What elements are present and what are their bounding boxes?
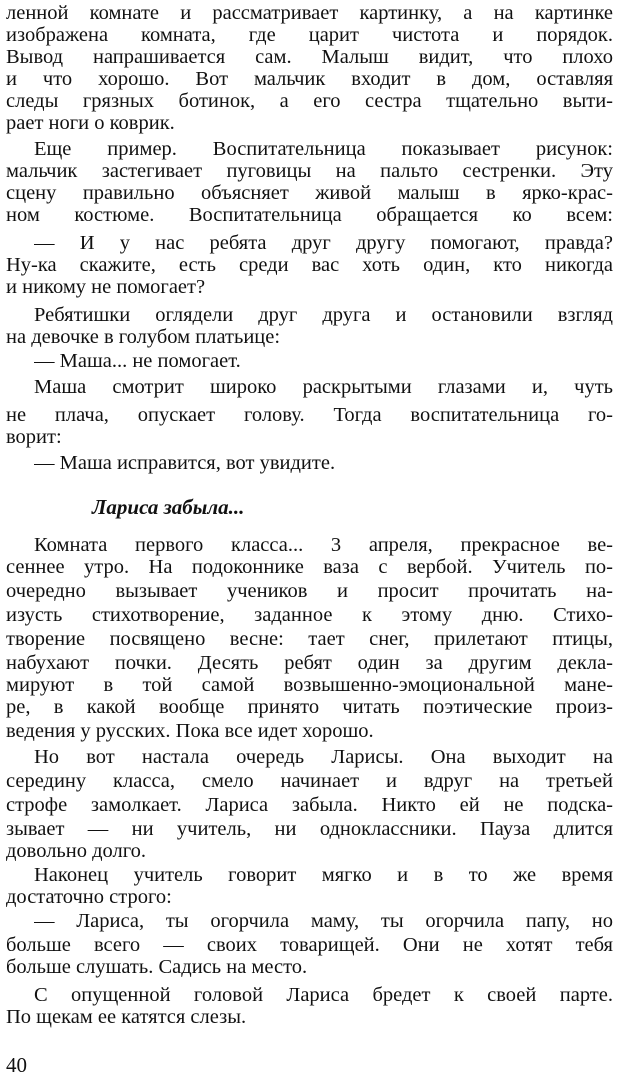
text-line-15: на девочке в голубом платьице: xyxy=(6,326,281,348)
text-line-6: рает ноги о коврик. xyxy=(6,112,175,134)
text-line-30: Но вот настала очередь Ларисы. Она выходит на xyxy=(34,746,613,768)
text-line-25: творение посвящено весне: тает снег, прилетают птицы, xyxy=(6,628,613,650)
text-line-18: не плача, опускает голову. Тогда воспитательница го- xyxy=(6,404,613,426)
text-line-36: достаточно строго: xyxy=(6,886,172,908)
text-line-27: мируют в той самой возвышенно-эмоциональной мане- xyxy=(6,674,613,696)
text-line-1: ленной комнате и рассматривает картинку, а на картинке xyxy=(6,2,613,24)
text-line-23: очередно вызывает учеников и просит прочитать на- xyxy=(6,580,613,602)
text-line-29: ведения у русских. Пока все идет хорошо. xyxy=(6,720,374,742)
text-line-17: Маша смотрит широко раскрытыми глазами и, чуть xyxy=(34,376,613,398)
text-line-22: сеннее утро. На подоконнике ваза с вербой. Учитель по- xyxy=(6,556,613,578)
section-heading: Лариса забыла... xyxy=(92,495,245,519)
text-line-8: мальчик застегивает пуговицы на пальто сестренки. Эту xyxy=(6,160,613,182)
text-line-4: и что хорошо. Вот мальчик входит в дом, оставляя xyxy=(6,68,613,90)
text-line-20: — Маша исправится, вот увидите. xyxy=(34,452,336,474)
page-number: 40 xyxy=(6,1053,27,1077)
text-line-24: изусть стихотворение, заданное к этому дню. Стихо- xyxy=(6,604,613,626)
text-line-7: Еще пример. Воспитательница показывает рисунок: xyxy=(34,138,613,160)
text-line-35: Наконец учитель говорит мягко и в то же время xyxy=(34,864,613,886)
text-line-39: больше слушать. Садись на место. xyxy=(6,956,308,978)
text-line-16: — Маша... не помогает. xyxy=(34,350,241,372)
text-line-32: строфе замолкает. Лариса забыла. Никто ей не подска- xyxy=(6,794,613,816)
text-line-28: ре, в какой вообще принято читать поэтические произ- xyxy=(6,696,613,718)
text-line-31: середину класса, смело начинает и вдруг на третьей xyxy=(6,770,613,792)
text-line-38: больше всего — своих товарищей. Они не хотят тебя xyxy=(6,934,613,956)
text-line-5: следы грязных ботинок, а его сестра тщательно выти- xyxy=(6,90,613,112)
text-line-41: По щекам ее катятся слезы. xyxy=(6,1006,247,1028)
text-line-2: изображена комната, где царит чистота и порядок. xyxy=(6,24,613,46)
text-line-34: довольно долго. xyxy=(6,840,147,862)
text-line-19: ворит: xyxy=(6,426,62,448)
text-line-33: зывает — ни учитель, ни одноклассники. Пауза длится xyxy=(6,818,613,840)
text-line-9: сцену правильно объясняет живой малыш в ярко-крас- xyxy=(6,182,613,204)
text-line-40: С опущенной головой Лариса бредет к своей парте. xyxy=(34,984,613,1006)
text-line-11: — И у нас ребята друг другу помогают, правда? xyxy=(34,232,613,254)
text-line-26: набухают почки. Десять ребят один за другим декла- xyxy=(6,652,613,674)
text-line-14: Ребятишки оглядели друг друга и остановили взгляд xyxy=(34,304,613,326)
text-line-13: и никому не помогает? xyxy=(6,276,206,298)
text-line-12: Ну-ка скажите, есть среди вас хоть один, кто никогда xyxy=(6,254,613,276)
text-line-3: Вывод напрашивается сам. Малыш видит, что плохо xyxy=(6,46,613,68)
text-line-37: — Лариса, ты огорчила маму, ты огорчила папу, но xyxy=(34,910,613,932)
text-line-10: ном костюме. Воспитательница обращается ко всем: xyxy=(6,204,613,226)
text-line-21: Комната первого класса... 3 апреля, прекрасное ве- xyxy=(34,534,613,556)
